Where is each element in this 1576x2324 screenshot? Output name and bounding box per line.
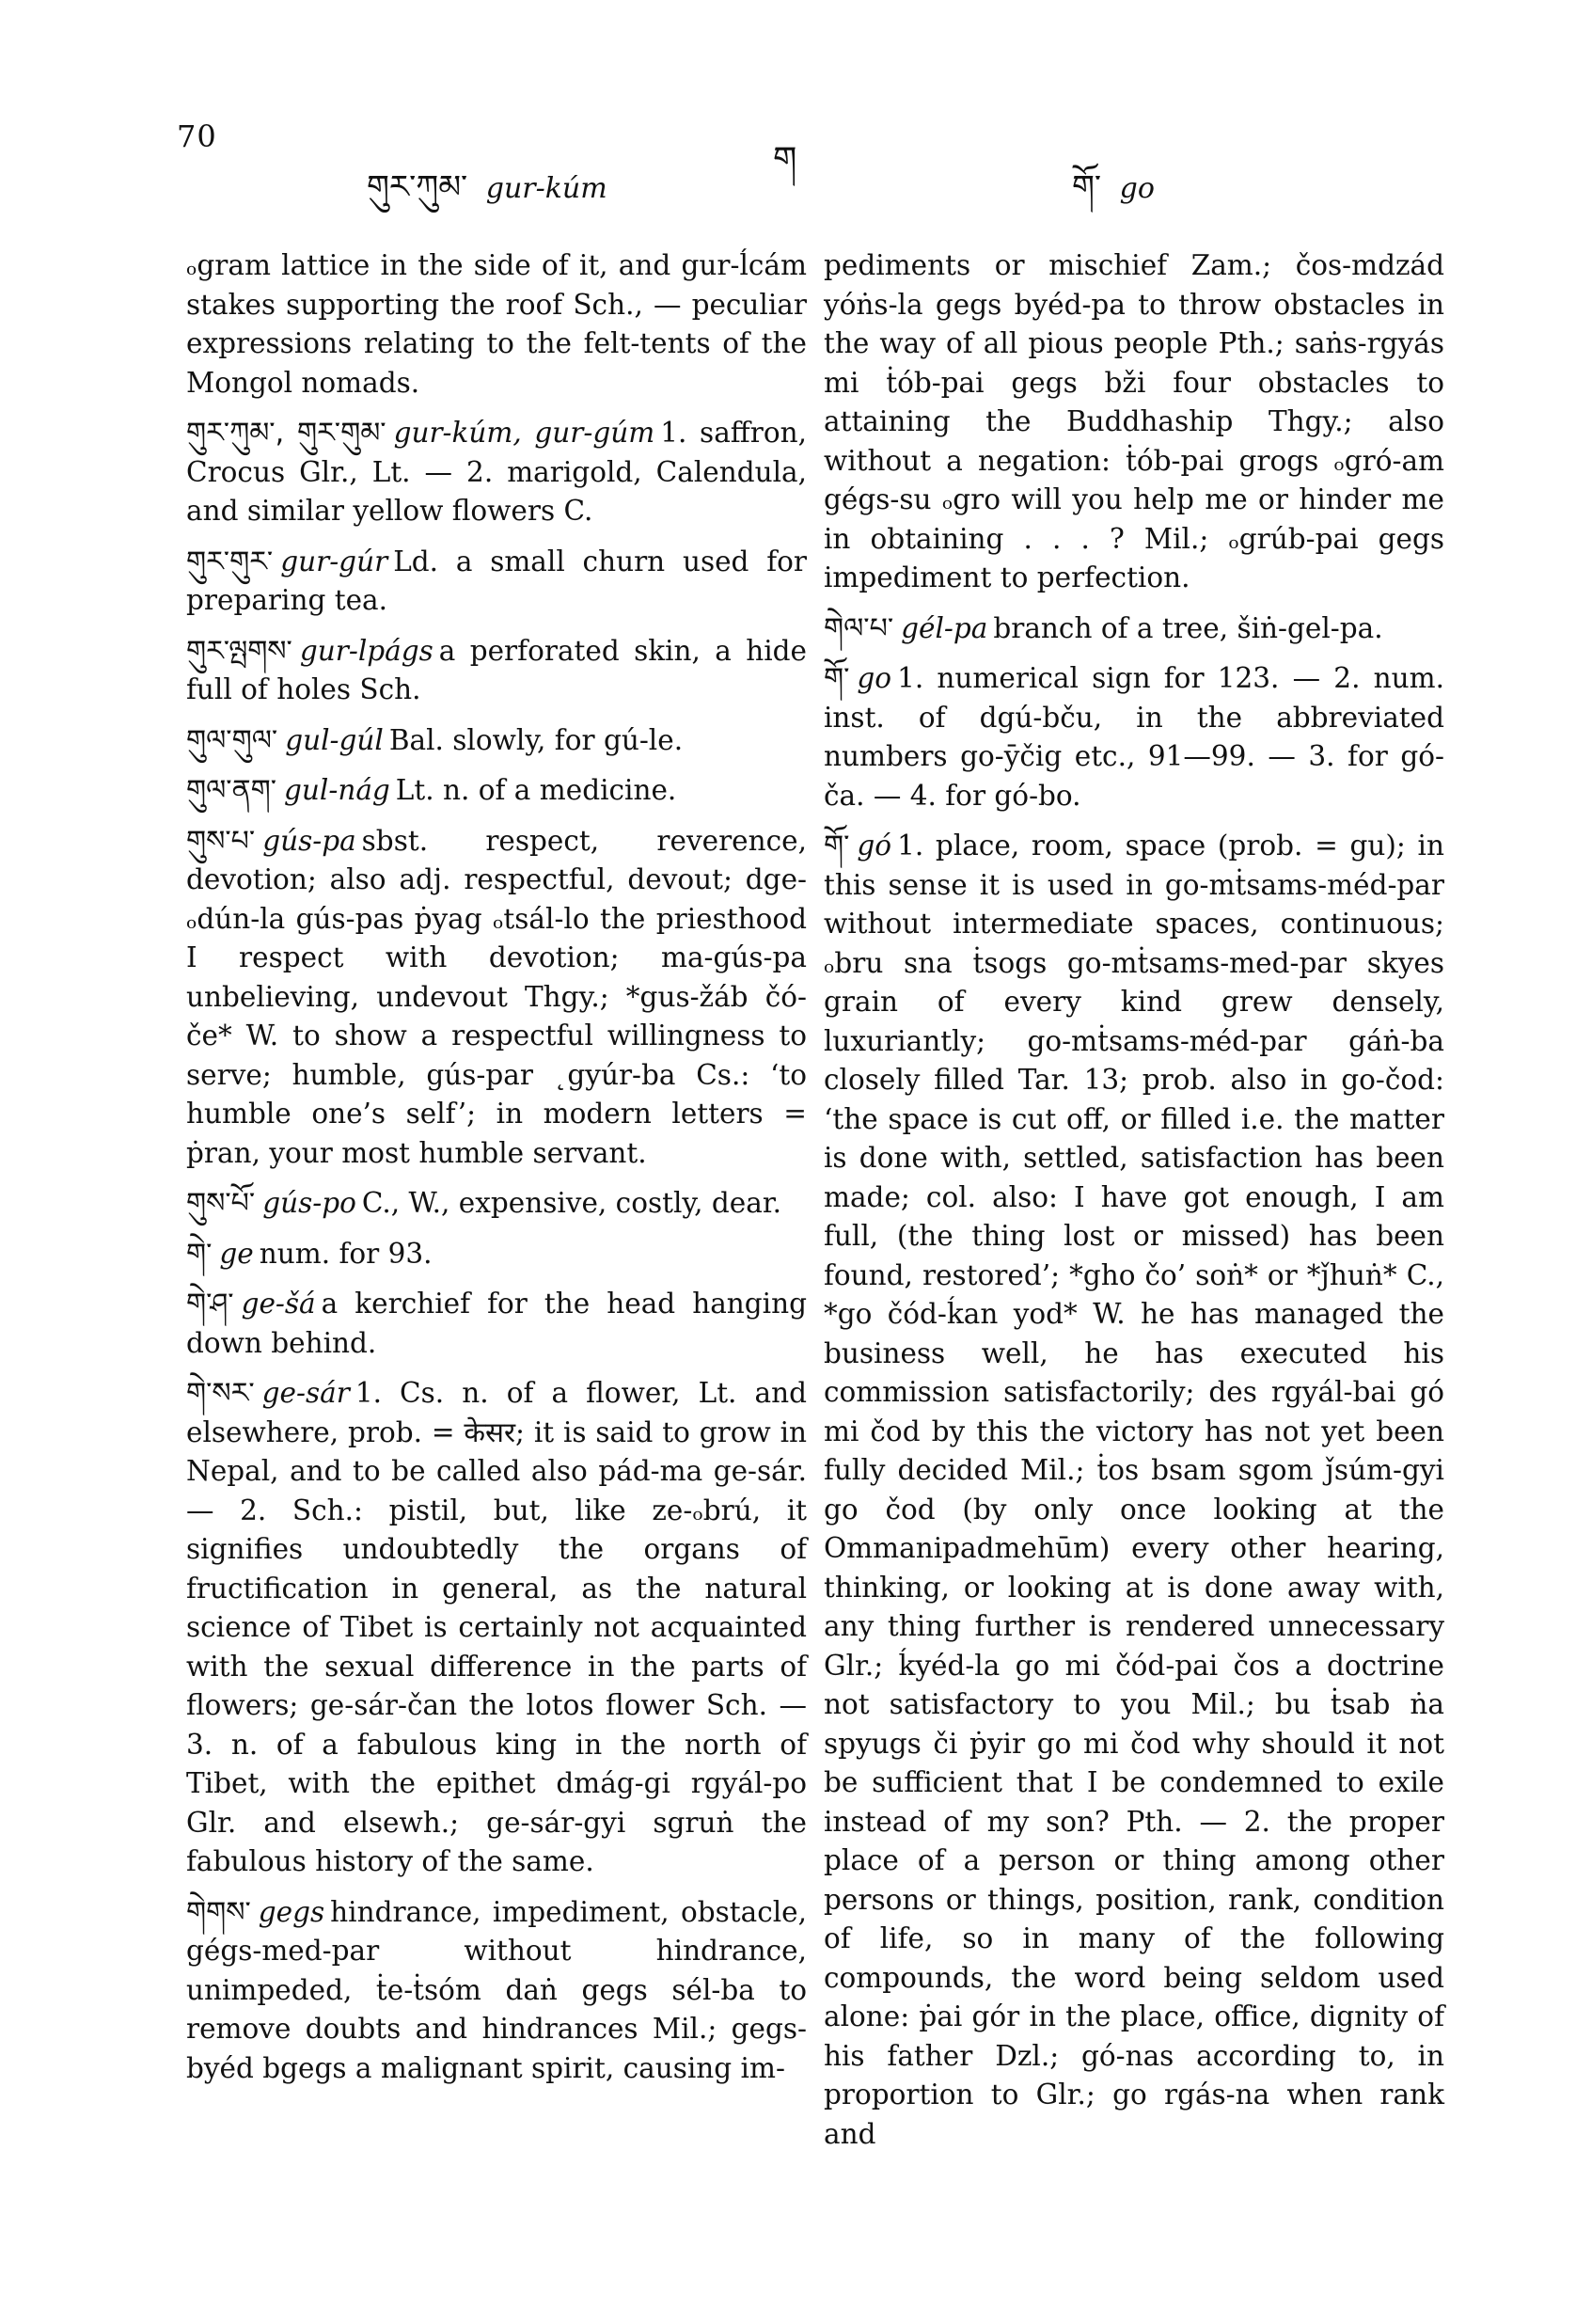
dictionary-entry [186,543,807,621]
header-left-term: gur-kúm [485,172,607,205]
entry-tibetan-headword: གུར་ཀུམ་, གུར་གུམ་ [186,417,386,450]
entry-tibetan-headword: གུལ་གུལ་ [186,723,278,757]
entry-transliteration: gél-pa [901,611,988,644]
entry-definition: Bal. slowly, for gú-le. [388,723,684,756]
entry-definition: ₒgram lattice in the side of it, and gur-ĺcám stakes supporting the roof Sch., — peculiar expressions relating to the felt-tents of the Mongol nomads. [186,249,807,399]
entry-definition: Ld. a small churn used for preparing tea. [186,545,807,616]
entry-tibetan-headword: གེ་ཤ་ [186,1288,234,1320]
entry-transliteration: go [857,662,892,694]
dictionary-entry [186,1235,807,1274]
dictionary-entry [186,1374,807,1882]
entry-tibetan-headword: གུལ་ནག་ [186,774,277,807]
dictionary-entry [186,632,807,710]
entry-transliteration: gegs [258,1895,325,1928]
entry-definition: branch of a tree, šiṅ-gel-pa. [993,611,1383,644]
entry-tibetan-headword: གེགས་ [186,1895,251,1929]
entry-transliteration: gul-nág [284,774,390,806]
entry-definition: C., W., expensive, costly, dear. [361,1187,782,1219]
entry-definition: 1. saffron, Crocus Glr., Lt. — 2. marigold, Calendula, and similar yellow flowers C. [186,417,807,527]
entry-definition: a kerchief for the head hanging down behind. [186,1288,807,1359]
entry-definition: Lt. n. of a medicine. [395,774,677,806]
dictionary-entry [186,414,807,531]
entry-tibetan-headword: གུས་པོ་ [186,1187,256,1220]
dictionary-entry [824,827,1444,2154]
entry-definition: a perforated skin, a hide full of holes Sch. [186,634,807,705]
entry-transliteration: ge [219,1237,254,1270]
dictionary-entry [186,1285,807,1363]
entry-definition: 1. place, room, space (prob. = gu); in this sense it is used in go-mṫsams-méd-par without intermediate spaces, continuous; ₒbru sna ṫsogs go-mṫsams-med-par skyes grain of every kind grew densely, luxuriantly; go-mṫsams-méd-par gáṅ-ba closely filled Tar. 13; prob. also in go-čod: ‘the space is cut off, or filled i.e. the matter is done with, settled, satisfaction has been made; col. also: I have got enough, I am full, (the thing lost or missed) has been found, restored’; *gho čo’ soṅ* or *ǰhuṅ* C., *go čód-ḱan yod* W. he has managed the business well, he has executed his commission satisfactorily; des rgyál-bai gó mi čod by this the victory has not yet been fully decided Mil.; ṫos bsam sgom ǰsúm-gyi go čod (by only once looking at the Ommanipadmehūm) every other hearing, thinking, or looking at is done away with, any thing further is rendered unnecessary Glr.; ḱyéd-la go mi čód-pai čos a doctrine not satisfactory to you Mil.; bu ṫsab ṅa spyugs či ṗyir go mi čod why should it not be sufficient that I be condemned to exile instead of my son? Pth. — 2. the proper place of a person or thing among other persons or things, position, rank, condition of life, so in many of the following compounds, the word being seldom used alone: ṗai gór in the place, office, dignity of his father Dzl.; gó-nas according to, in proportion to Glr.; go rgás-na when rank and [824,830,1444,2150]
dictionary-entry [186,1893,807,2089]
header-left-tibetan: གུར་ཀུམ་ [367,168,468,206]
entry-transliteration: gús-po [262,1187,356,1219]
dictionary-entry [186,822,807,1174]
page-number: 70 [177,119,217,154]
right-column [824,246,1444,2165]
entry-definition: 1. numerical sign for 123. — 2. num. inst. of dgú-bču, in the abbreviated numbers go-ȳčig etc., 91—99. — 3. for gó-ča. — 4. for gó-bo. [824,662,1444,812]
dictionary-entry [186,721,807,761]
header-right-guideword [1072,150,1155,241]
entry-definition: num. for 93. [259,1237,433,1270]
entry-definition: hindrance, impediment, obstacle, gégs-med-par without hindrance, unimpeded, ṫe-ṫsóm daṅ gegs sél-ba to remove doubts and hindrances Mil.; gegs-byéd bgegs a malignant spirit, causing im- [186,1895,807,2084]
entry-tibetan-headword: གེལ་པ་ [824,611,894,645]
entry-definition: pediments or mischief Zam.; čos-mdzád yóṅs-la gegs byéd-pa to throw obstacles in the way of all pious people Pth.; saṅs-rgyás mi ṫób-pai gegs bži four obstacles to attaining the Buddhaship Thgy.; also without a negation: ṫób-pai grogs ₒgró-am gégs-su ₒgro will you help me or hinder me in obtaining . . . ? Mil.; ₒgrúb-pai gegs impediment to perfection. [824,249,1444,593]
entry-tibetan-headword: གུར་ལྤགས་ [186,634,292,668]
header-right-tibetan: གོ་ [1072,168,1102,206]
entry-tibetan-headword: གེ་ [186,1237,213,1271]
dictionary-entry [186,246,807,403]
entry-definition: 1. Cs. n. of a flower, Lt. and elsewhere, prob. = केसर; it is said to grow in Nepal, and to be called also pád-ma ge-sár. — 2. Sch.: pistil, but, like ze-ₒbrú, it signifies undoubtedly the organs of fructification in general, as the natural science of Tibet is certainly not acquainted with the sexual difference in the parts of flowers; ge-sár-čan the lotos flower Sch. — 3. n. of a fabulous king in the north of Tibet, with the epithet dmág-gi rgyál-po Glr. and elsewh.; ge-sár-gyi sgruṅ the fabulous history of the same. [186,1377,807,1877]
entry-tibetan-headword: གོ་ [824,662,850,695]
entry-transliteration: gur-lpágs [299,634,433,667]
dictionary-entry [824,609,1444,649]
entry-tibetan-headword: གོ་ [824,830,850,862]
entry-transliteration: gul-gúl [285,723,384,756]
left-column [186,246,807,2099]
header-left-guideword [367,150,607,241]
dictionary-entry [824,246,1444,598]
entry-transliteration: gur-gúr [280,545,388,577]
entry-definition: sbst. respect, reverence, devotion; also adj. respectful, devout; dge-ₒdún-la gús-pas ṗyag ₒtsál-lo the priesthood I respect with devotion; ma-gús-pa unbelieving, undevout Thgy.; *gus-žáb čó-če* W. to show a respectful willingness to serve; humble, gús-par ˛gyúr-ba Cs.: ‘to humble one’s self’; in modern letters = ṗran, your most humble servant. [186,824,807,1169]
header-right-term: go [1119,172,1155,205]
entry-transliteration: ge-šá [241,1288,316,1320]
dictionary-entry [186,1184,807,1224]
dictionary-entry [824,659,1444,815]
entry-tibetan-headword: གེ་སར་ [186,1377,255,1410]
dictionary-entry [186,771,807,811]
entry-transliteration: gús-pa [262,824,356,857]
header-center-letter: ག [773,140,797,179]
entry-transliteration: gur-kúm, gur-gúm [393,417,655,449]
entry-tibetan-headword: གུར་གུར་ [186,545,274,578]
entry-transliteration: ge-sár [261,1377,350,1409]
entry-tibetan-headword: གུས་པ་ [186,824,256,858]
entry-transliteration: gó [857,830,892,862]
